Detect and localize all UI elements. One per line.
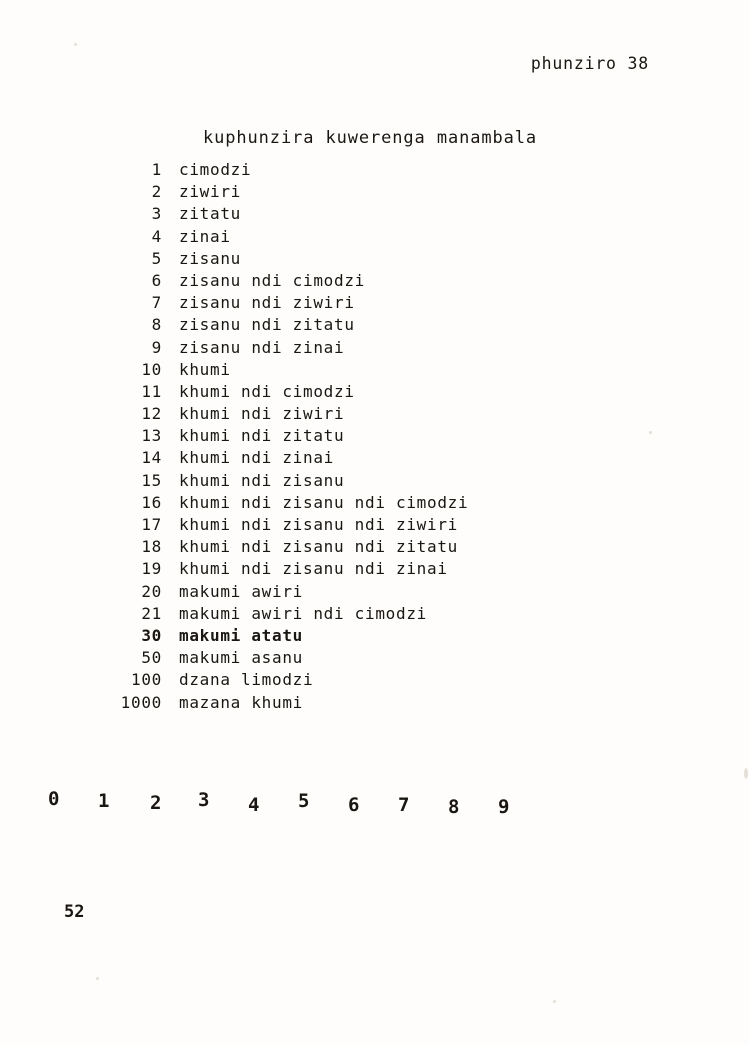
number-word: khumi ndi zisanu ndi cimodzi	[179, 492, 469, 512]
number-word: makumi asanu	[179, 648, 303, 668]
number-word: khumi	[179, 359, 231, 379]
number-word: khumi ndi cimodzi	[179, 381, 355, 401]
number-word-row	[100, 582, 620, 604]
number-word-row	[100, 315, 620, 337]
number-word: zisanu ndi zinai	[179, 337, 345, 357]
number-value: 14	[141, 448, 162, 468]
running-head: phunziro 38	[530, 54, 649, 73]
number-word: khumi ndi zisanu ndi zitatu	[179, 537, 458, 557]
number-value: 9	[151, 337, 162, 357]
digit-glyph: 7	[398, 794, 410, 816]
number-value: 1	[151, 160, 162, 179]
number-word: makumi awiri ndi cimodzi	[179, 603, 427, 623]
digit-strip	[40, 780, 600, 820]
page-number: 52	[64, 902, 85, 922]
number-word: zinai	[179, 226, 231, 246]
number-word-row	[100, 670, 620, 692]
number-word: khumi ndi zinai	[179, 448, 334, 468]
number-word-row	[100, 404, 620, 426]
number-word-row	[100, 271, 620, 293]
number-value: 17	[141, 515, 162, 534]
number-value: 3	[151, 204, 162, 224]
number-value: 50	[141, 648, 162, 668]
number-value: 15	[141, 470, 162, 490]
number-value: 1000	[120, 692, 162, 712]
paper-speck	[744, 768, 748, 779]
number-word-row	[100, 604, 620, 626]
digit-glyph: 3	[198, 789, 210, 811]
number-value: 19	[141, 559, 162, 579]
number-word: khumi ndi zisanu ndi ziwiri	[179, 515, 458, 534]
number-word-row	[100, 204, 620, 226]
paper-speck	[553, 1000, 556, 1003]
number-word-row	[100, 471, 620, 493]
number-word: ziwiri	[179, 182, 241, 202]
paper-speck	[96, 977, 99, 980]
digit-glyph: 6	[348, 794, 360, 816]
number-word: khumi ndi zisanu ndi zinai	[179, 559, 448, 579]
number-word-row	[100, 693, 620, 715]
number-value: 12	[141, 404, 162, 424]
number-word: zisanu ndi ziwiri	[179, 293, 355, 313]
number-word: khumi ndi zisanu	[179, 470, 345, 490]
number-word-row	[100, 648, 620, 670]
number-word-row	[100, 249, 620, 271]
number-value: 13	[141, 426, 162, 446]
number-word-list	[100, 160, 620, 715]
number-word-row	[100, 160, 620, 182]
number-word-row	[100, 182, 620, 204]
number-word-row	[100, 338, 620, 360]
number-value: 5	[151, 248, 162, 268]
number-word: zisanu	[179, 248, 241, 268]
number-word-row	[100, 626, 620, 648]
page-title: kuphunzira kuwerenga manambala	[203, 128, 538, 148]
digit-glyph: 2	[150, 792, 162, 814]
number-value: 6	[151, 270, 162, 290]
digit-glyph: 0	[48, 788, 60, 810]
number-word: zitatu	[179, 204, 241, 224]
number-word-row	[100, 537, 620, 559]
number-word-row	[100, 515, 620, 537]
number-value: 100	[131, 670, 162, 690]
number-value: 20	[141, 581, 162, 601]
number-value: 11	[141, 381, 162, 401]
number-word: makumi atatu	[179, 625, 303, 645]
digit-glyph: 1	[98, 790, 110, 812]
number-word-row	[100, 493, 620, 515]
number-value: 16	[141, 492, 162, 512]
number-word: zisanu ndi zitatu	[179, 315, 355, 335]
number-value: 4	[151, 226, 162, 246]
number-word: cimodzi	[179, 160, 252, 179]
number-word: khumi ndi zitatu	[179, 426, 345, 446]
number-value: 30	[141, 625, 162, 645]
paper-speck	[649, 431, 652, 434]
number-value: 7	[151, 293, 162, 313]
number-word-row	[100, 382, 620, 404]
number-word-row	[100, 227, 620, 249]
number-word: dzana limodzi	[179, 670, 314, 690]
number-word-row	[100, 448, 620, 470]
number-word: mazana khumi	[179, 692, 303, 712]
number-word: khumi ndi ziwiri	[179, 404, 345, 424]
number-value: 18	[141, 537, 162, 557]
digit-glyph: 9	[498, 796, 510, 818]
digit-glyph: 5	[298, 790, 310, 812]
number-value: 2	[151, 182, 162, 202]
paper-speck	[74, 43, 77, 46]
number-value: 8	[151, 315, 162, 335]
number-word-row	[100, 559, 620, 581]
digit-glyph: 4	[248, 794, 260, 816]
number-value: 10	[141, 359, 162, 379]
number-word-row	[100, 426, 620, 448]
digit-glyph: 8	[448, 796, 460, 818]
number-word-row	[100, 360, 620, 382]
number-word: makumi awiri	[179, 581, 303, 601]
number-word: zisanu ndi cimodzi	[179, 270, 365, 290]
number-value: 21	[141, 603, 162, 623]
number-word-row	[100, 293, 620, 315]
